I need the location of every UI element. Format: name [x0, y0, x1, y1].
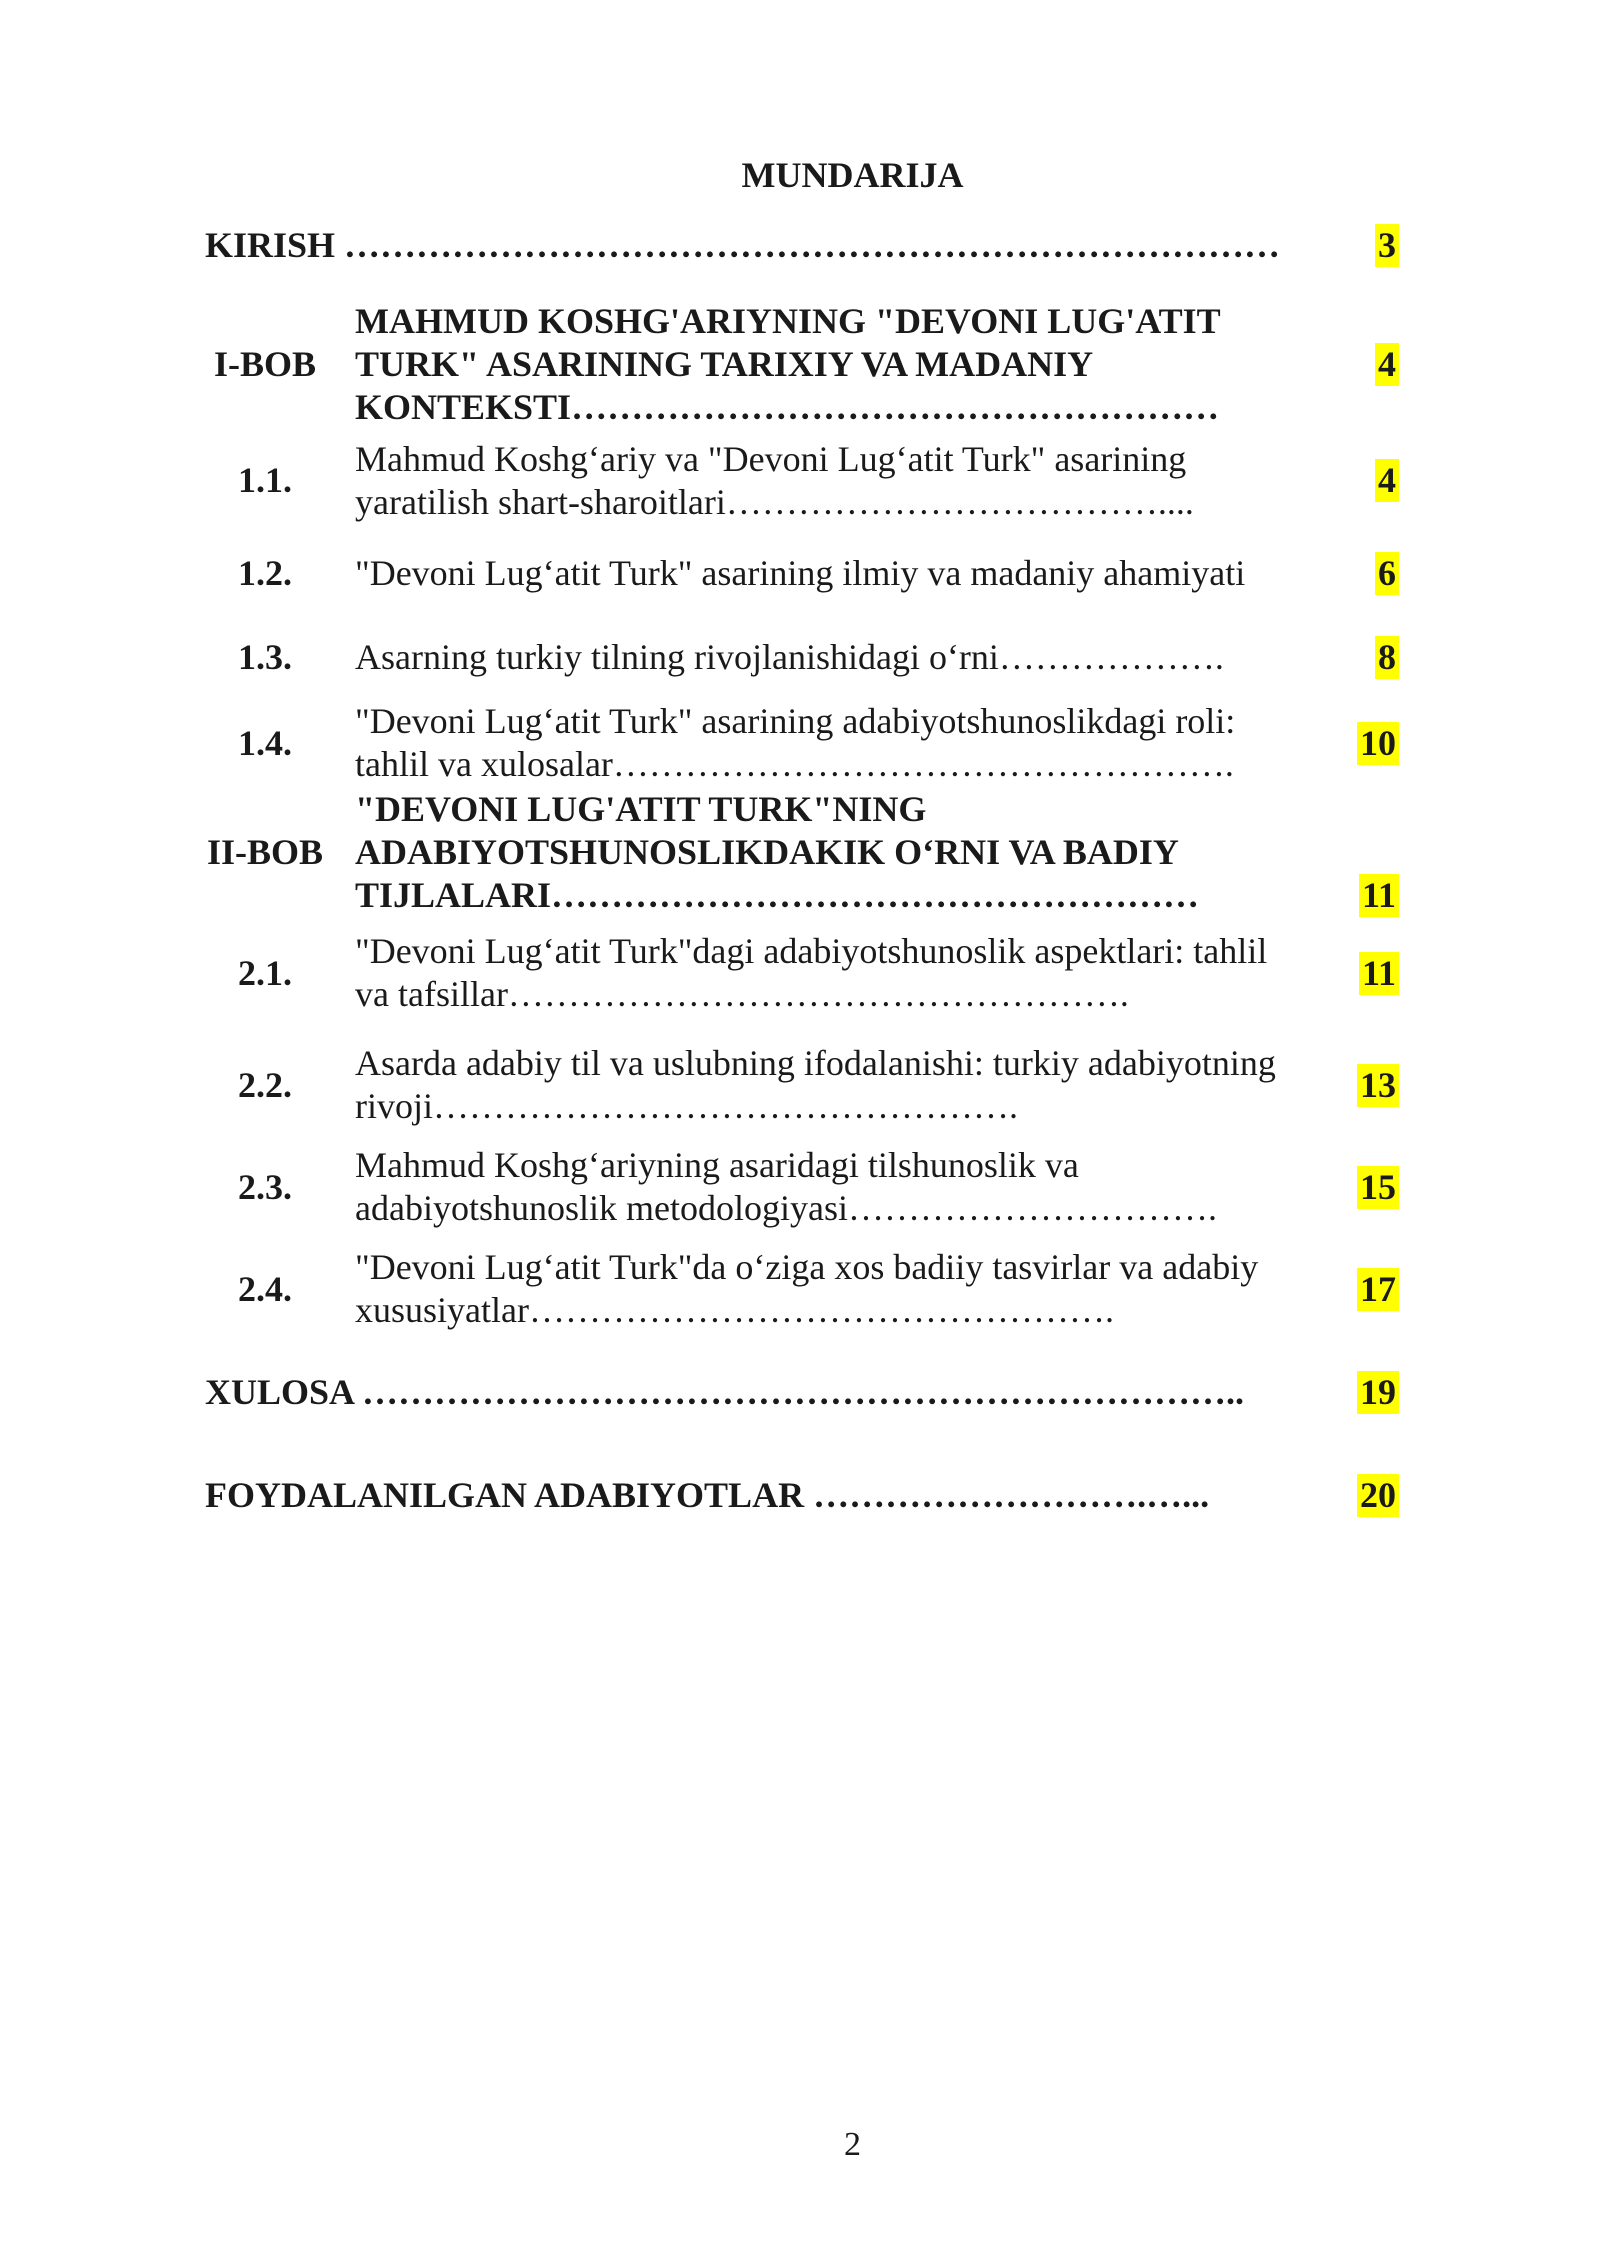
toc-page-number: 20	[1357, 1474, 1399, 1517]
toc-title: MAHMUD KOSHG'ARIYNING "DEVONI LUG'ATIT TURK" ASARINING TARIXIY VA MADANIY KONTEKSTI………………………………………………	[355, 301, 1221, 427]
toc-title: "Devoni Lug‘atit Turk"da o‘ziga xos badiiy tasvirlar va adabiy xususiyatlar………………………………………….	[355, 1247, 1259, 1330]
toc-page-number: 3	[1375, 224, 1399, 267]
toc-page-number: 6	[1375, 552, 1399, 595]
toc-label: XULOSA ………………………………………………………………..	[205, 1372, 1245, 1412]
toc-label: 1.4.	[238, 723, 292, 763]
toc-label: FOYDALANILGAN ADABIYOTLAR ……………………….…...	[205, 1475, 1210, 1515]
toc-page-number: 11	[1359, 952, 1399, 995]
toc-page-number: 11	[1359, 874, 1399, 917]
toc-page-number: 8	[1375, 636, 1399, 679]
toc-page-number: 4	[1375, 343, 1399, 386]
toc-label: 2.4.	[238, 1269, 292, 1309]
page-number-footer: 2	[844, 2126, 861, 2163]
toc-title: "Devoni Lug‘atit Turk" asarining adabiyotshunoslikdagi roli: tahlil va xulosalar…………………………………………….	[355, 701, 1236, 784]
toc-title: Mahmud Koshg‘ariy va "Devoni Lug‘atit Turk" asarining yaratilish shart-sharoitlari………………………………....	[355, 439, 1194, 522]
toc-label: 1.3.	[238, 637, 292, 677]
toc-title: Asarda adabiy til va uslubning ifodalanishi: turkiy adabiyotning rivoji………………………………………….	[355, 1043, 1276, 1126]
toc-page-number: 15	[1357, 1166, 1399, 1209]
toc-label: 1.1.	[238, 460, 292, 500]
toc-label: II-BOB	[206, 832, 324, 872]
toc-label: 2.2.	[238, 1065, 292, 1105]
toc-title: Mahmud Koshg‘ariyning asaridagi tilshunoslik va adabiyotshunoslik metodologiyasi………………………….	[355, 1145, 1217, 1228]
toc-heading: MUNDARIJA	[741, 155, 964, 195]
toc-label: 2.1.	[238, 953, 292, 993]
toc-page-number: 10	[1357, 722, 1399, 765]
toc-label: I-BOB	[213, 344, 317, 384]
toc-page-number: 17	[1357, 1268, 1399, 1311]
toc-label: 1.2.	[238, 553, 292, 593]
toc-title: "Devoni Lug‘atit Turk" asarining ilmiy va madaniy ahamiyati	[355, 553, 1246, 593]
toc-page-number: 19	[1357, 1371, 1399, 1414]
toc-title: "Devoni Lug‘atit Turk"dagi adabiyotshunoslik aspektlari: tahlil va tafsillar…………………………………………….	[355, 931, 1268, 1014]
toc-label: 2.3.	[238, 1167, 292, 1207]
toc-label: KIRISH ……………………………………………………………………	[205, 225, 1281, 265]
toc-page-number: 13	[1357, 1064, 1399, 1107]
toc-title: "DEVONI LUG'ATIT TURK"NING ADABIYOTSHUNOSLIKDAKIK O‘RNI VA BADIY TIJLALARI………………………………………………	[355, 789, 1200, 915]
toc-title: Asarning turkiy tilning rivojlanishidagi o‘rni……………….	[355, 637, 1224, 677]
toc-page-number: 4	[1375, 459, 1399, 502]
